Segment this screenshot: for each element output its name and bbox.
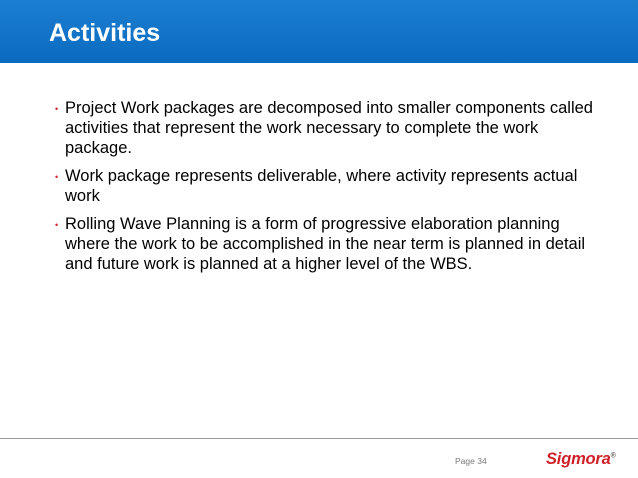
title-bar [0, 0, 638, 63]
logo-text: Sigmora [546, 450, 611, 468]
bullet-text: Project Work packages are decomposed into smaller components called activities that represent the work necessary to complete the work package. [65, 99, 593, 157]
bullet-item [49, 98, 609, 158]
bullet-text: Rolling Wave Planning is a form of progressive elaboration planning where the work to be accomplished in the near term is planned in detail and future work is planned at a higher level of the WBS. [65, 215, 586, 273]
bullet-dot-icon: • [55, 172, 59, 182]
bullet-item [49, 166, 609, 206]
bullet-dot-icon: • [55, 220, 59, 230]
registered-mark-icon: ® [610, 452, 616, 460]
slide-title: Activities [49, 19, 161, 47]
page-number: Page 34 [455, 456, 487, 466]
bullet-dot-icon: • [55, 104, 59, 114]
footer-divider [0, 438, 638, 439]
bullet-text: Work package represents deliverable, where activity represents actual work [65, 167, 578, 205]
bullet-list [49, 98, 609, 282]
bullet-item [49, 214, 609, 274]
company-logo [546, 450, 616, 469]
